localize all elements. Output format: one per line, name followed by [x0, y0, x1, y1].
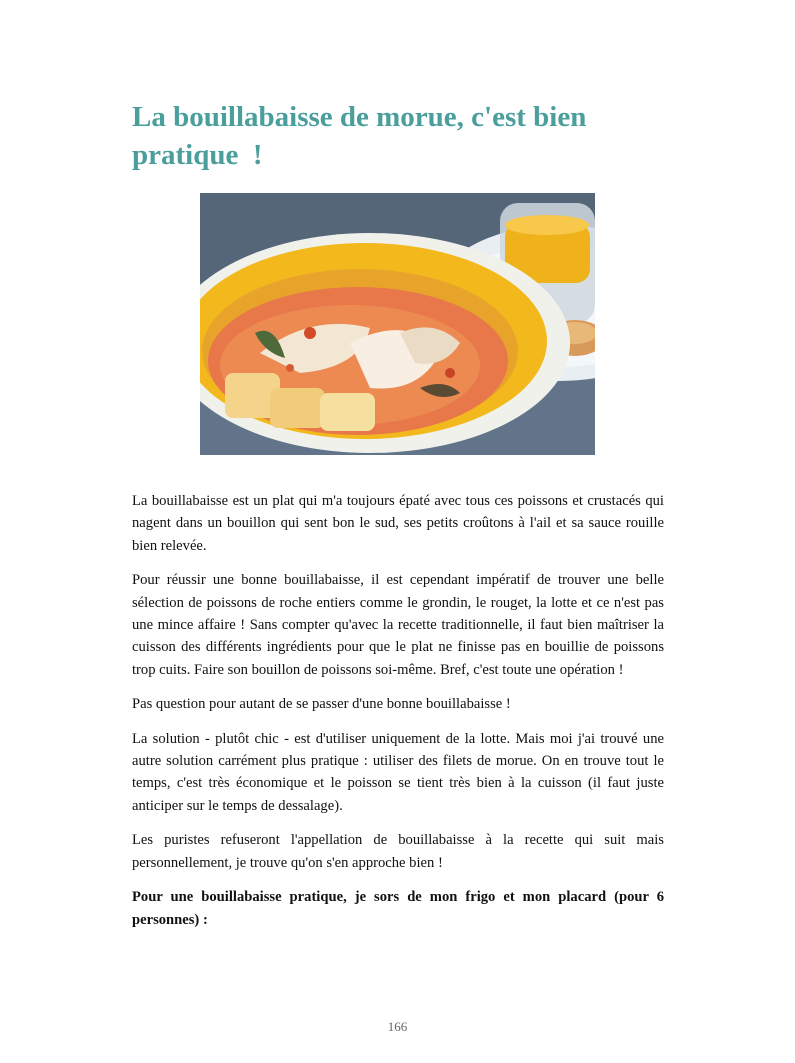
page-number: 166: [387, 1019, 408, 1034]
bouillabaisse-photo: [200, 193, 595, 455]
paragraph-5: Les puristes refuseront l'appellation de bouillabaisse à la recette qui suit mais personnellement, je trouve qu'on s'en approche bien !: [132, 832, 664, 871]
paragraph-3: Pas question pour autant de se passer d'une bonne bouillabaisse !: [132, 696, 511, 713]
page-title: La bouillabaisse de morue, c'est bien pratique !: [132, 101, 594, 171]
paragraph-1: La bouillabaisse est un plat qui m'a toujours épaté avec tous ces poissons et crustacés qui nagent dans un bouillon qui sent bon le sud, ses petits croûtons à l'ail et sa sauce rouille bien relevée.: [132, 493, 664, 554]
ingredients-intro: Pour une bouillabaisse pratique, je sors de mon frigo et mon placard (pour 6 personnes) :: [132, 889, 664, 928]
paragraph-2: Pour réussir une bonne bouillabaisse, il est cependant impératif de trouver une belle sélection de poissons de roche entiers comme le grondin, le rouget, la lotte et ce n'est pas une mince affaire ! Sans compter qu'avec la recette traditionnelle, il faut bien maîtriser la cuisson des différents ingrédients pour que le plat ne finisse pas en bouillie de poissons trop cuits. Faire son bouillon de poissons soi-même. Bref, c'est toute une opération !: [132, 572, 664, 678]
paragraph-4: La solution - plutôt chic - est d'utiliser uniquement de la lotte. Mais moi j'ai trouvé une autre solution carrément plus pratique : utiliser des filets de morue. On en trouve tout le temps, c'est très économique et le poisson se tient très bien à la cuisson (il faut juste anticiper sur le temps de dessalage).: [132, 730, 664, 814]
body-text: [132, 490, 664, 943]
